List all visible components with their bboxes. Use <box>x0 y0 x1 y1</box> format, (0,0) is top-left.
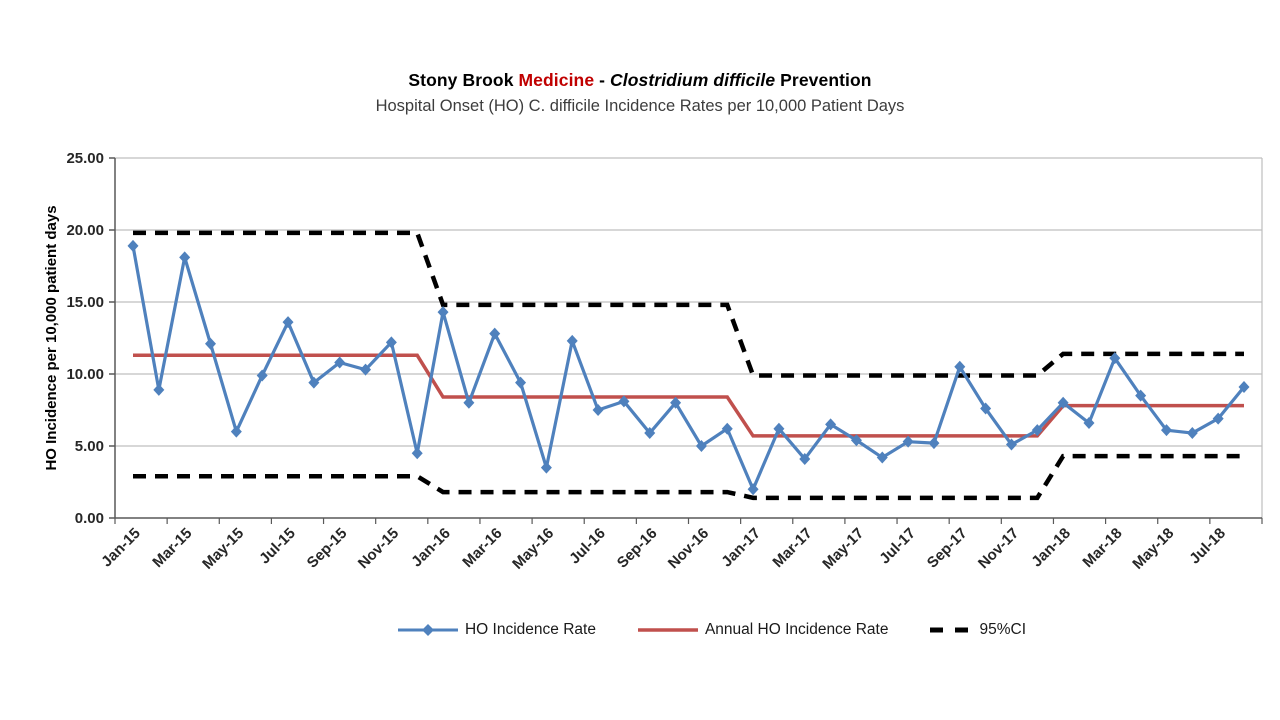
svg-text:Mar-18: Mar-18 <box>1079 524 1126 572</box>
svg-text:May-16: May-16 <box>509 524 558 573</box>
gridlines <box>115 158 1262 518</box>
svg-text:Sep-15: Sep-15 <box>303 524 351 572</box>
svg-text:15.00: 15.00 <box>66 294 104 311</box>
legend-item-ho-rate <box>398 621 596 639</box>
svg-text:Jan-16: Jan-16 <box>408 524 454 571</box>
svg-text:Sep-16: Sep-16 <box>613 524 661 572</box>
svg-text:Jan-17: Jan-17 <box>718 524 764 571</box>
svg-text:Nov-15: Nov-15 <box>354 524 403 573</box>
svg-text:Mar-15: Mar-15 <box>149 524 196 572</box>
title-part: Prevention <box>775 70 872 90</box>
svg-text:20.00: 20.00 <box>66 222 104 239</box>
svg-text:Jul-18: Jul-18 <box>1186 524 1229 568</box>
svg-text:Jan-18: Jan-18 <box>1028 524 1074 571</box>
y-axis-title: HO Incidence per 10,000 patient days <box>43 205 60 471</box>
y-axis-labels <box>66 150 115 527</box>
title-part: - <box>594 70 611 90</box>
legend-label: 95%CI <box>979 621 1027 638</box>
black-dashed-line-icon <box>930 622 972 638</box>
svg-text:Mar-16: Mar-16 <box>459 524 506 572</box>
red-line-icon <box>638 622 698 638</box>
svg-text:Jan-15: Jan-15 <box>98 524 144 571</box>
blue-line-marker-icon <box>398 622 458 638</box>
svg-text:Jul-16: Jul-16 <box>566 524 609 568</box>
legend-label: HO Incidence Rate <box>464 621 596 638</box>
svg-text:5.00: 5.00 <box>74 438 104 455</box>
svg-text:Sep-17: Sep-17 <box>923 524 971 572</box>
title-part: Stony Brook <box>408 70 519 90</box>
legend-label: Annual HO Incidence Rate <box>704 621 889 638</box>
svg-text:May-17: May-17 <box>819 524 868 573</box>
ci-series <box>133 233 1244 498</box>
svg-text:May-18: May-18 <box>1129 524 1178 573</box>
chart-title <box>0 70 1280 91</box>
chart-legend <box>144 617 1280 643</box>
title-part-accent: Medicine <box>518 70 595 90</box>
chart-subtitle: Hospital Onset (HO) C. difficile Incidence Rates per 10,000 Patient Days <box>375 97 905 115</box>
x-axis-labels <box>98 518 1262 573</box>
legend-item-ci <box>930 621 1026 639</box>
svg-text:Jul-15: Jul-15 <box>256 524 299 568</box>
svg-text:May-15: May-15 <box>199 524 248 573</box>
svg-text:Nov-16: Nov-16 <box>664 524 713 573</box>
axes <box>115 158 1262 518</box>
title-part-organism: Clostridium difficile <box>610 70 776 90</box>
svg-text:Mar-17: Mar-17 <box>769 524 816 572</box>
svg-text:Nov-17: Nov-17 <box>974 524 1023 573</box>
svg-text:25.00: 25.00 <box>66 150 104 167</box>
svg-text:10.00: 10.00 <box>66 366 104 383</box>
svg-text:0.00: 0.00 <box>74 510 104 527</box>
svg-text:Jul-17: Jul-17 <box>876 524 919 568</box>
legend-item-annual-rate <box>638 621 889 639</box>
